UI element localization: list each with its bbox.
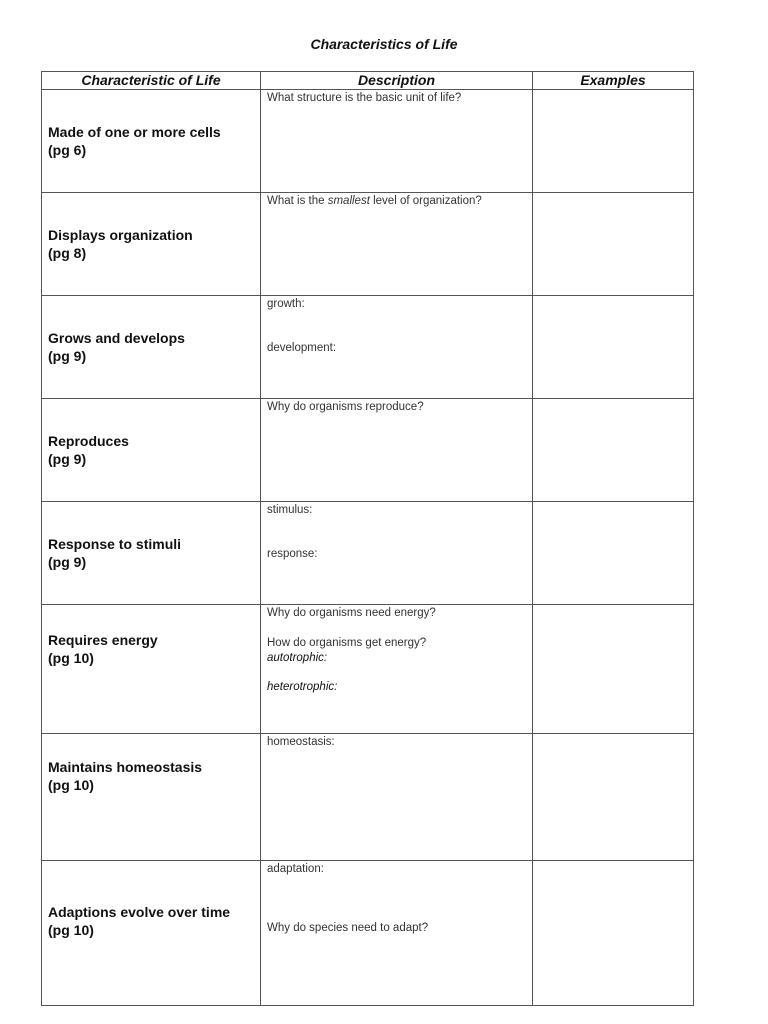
- page-reference: (pg 9): [48, 451, 87, 467]
- description-question-adapt: Why do species need to adapt?: [267, 922, 429, 934]
- table-row: [42, 502, 694, 605]
- characteristic-cell: [42, 605, 261, 734]
- description-cell[interactable]: [261, 193, 533, 296]
- description-cell[interactable]: [261, 605, 533, 734]
- description-prompt-stimulus: stimulus:: [267, 504, 313, 516]
- characteristic-name: Made of one or more cells: [48, 124, 221, 140]
- examples-cell[interactable]: [533, 90, 694, 193]
- page-reference: (pg 6): [48, 142, 87, 158]
- description-question-get: How do organisms get energy?: [267, 637, 427, 649]
- header-examples: Examples: [533, 72, 694, 90]
- table-row: [42, 734, 694, 861]
- characteristic-cell: [42, 90, 261, 193]
- description-question: [267, 194, 482, 208]
- description-prompt-autotrophic: autotrophic:: [267, 652, 328, 664]
- characteristic-name: Requires energy: [48, 632, 158, 648]
- table-row: [42, 605, 694, 734]
- characteristic-cell: [42, 734, 261, 861]
- header-description: Description: [261, 72, 533, 90]
- description-question: What structure is the basic unit of life?: [267, 92, 462, 104]
- header-characteristic: Characteristic of Life: [42, 72, 261, 90]
- description-cell[interactable]: [261, 296, 533, 399]
- description-cell[interactable]: [261, 399, 533, 502]
- examples-cell[interactable]: [533, 296, 694, 399]
- characteristic-cell: [42, 193, 261, 296]
- characteristics-table: [41, 71, 694, 1006]
- description-cell[interactable]: [261, 90, 533, 193]
- description-question: Why do organisms reproduce?: [267, 401, 424, 413]
- examples-cell[interactable]: [533, 399, 694, 502]
- examples-cell[interactable]: [533, 734, 694, 861]
- table-row: [42, 399, 694, 502]
- table-row: [42, 861, 694, 1006]
- characteristic-name: Reproduces: [48, 433, 129, 449]
- characteristic-name: Adaptions evolve over time: [48, 904, 231, 920]
- characteristic-cell: [42, 502, 261, 605]
- question-text-end: level of organization?: [369, 195, 482, 207]
- examples-cell[interactable]: [533, 861, 694, 1006]
- page-reference: (pg 10): [48, 922, 94, 938]
- page-reference: (pg 8): [48, 245, 87, 261]
- characteristic-name: Response to stimuli: [48, 536, 182, 552]
- characteristic-name: Maintains homeostasis: [48, 759, 203, 775]
- characteristic-cell: [42, 296, 261, 399]
- table-row: [42, 193, 694, 296]
- examples-cell[interactable]: [533, 502, 694, 605]
- characteristic-name: Grows and develops: [48, 330, 185, 346]
- characteristic-cell: [42, 861, 261, 1006]
- page-title: Characteristics of Life: [310, 36, 458, 52]
- description-prompt-response: response:: [267, 548, 318, 560]
- description-cell[interactable]: [261, 734, 533, 861]
- description-cell[interactable]: [261, 502, 533, 605]
- table-row: [42, 90, 694, 193]
- description-prompt-adaptation: adaptation:: [267, 863, 324, 875]
- examples-cell[interactable]: [533, 193, 694, 296]
- characteristic-name: Displays organization: [48, 227, 193, 243]
- question-emphasis: smallest: [327, 195, 370, 207]
- page-reference: (pg 9): [48, 554, 87, 570]
- description-prompt-development: development:: [267, 342, 337, 354]
- question-text-start: What is the: [267, 195, 328, 207]
- description-prompt-growth: growth:: [267, 298, 305, 310]
- description-cell[interactable]: [261, 861, 533, 1006]
- characteristic-cell: [42, 399, 261, 502]
- page-reference: (pg 10): [48, 777, 94, 793]
- description-prompt-heterotrophic: heterotrophic:: [267, 681, 338, 693]
- page-reference: (pg 10): [48, 650, 94, 666]
- page-reference: (pg 9): [48, 348, 87, 364]
- table-row: [42, 296, 694, 399]
- description-question-need: Why do organisms need energy?: [267, 607, 436, 619]
- table-header-row: [42, 72, 694, 90]
- examples-cell[interactable]: [533, 605, 694, 734]
- description-prompt-homeostasis: homeostasis:: [267, 736, 335, 748]
